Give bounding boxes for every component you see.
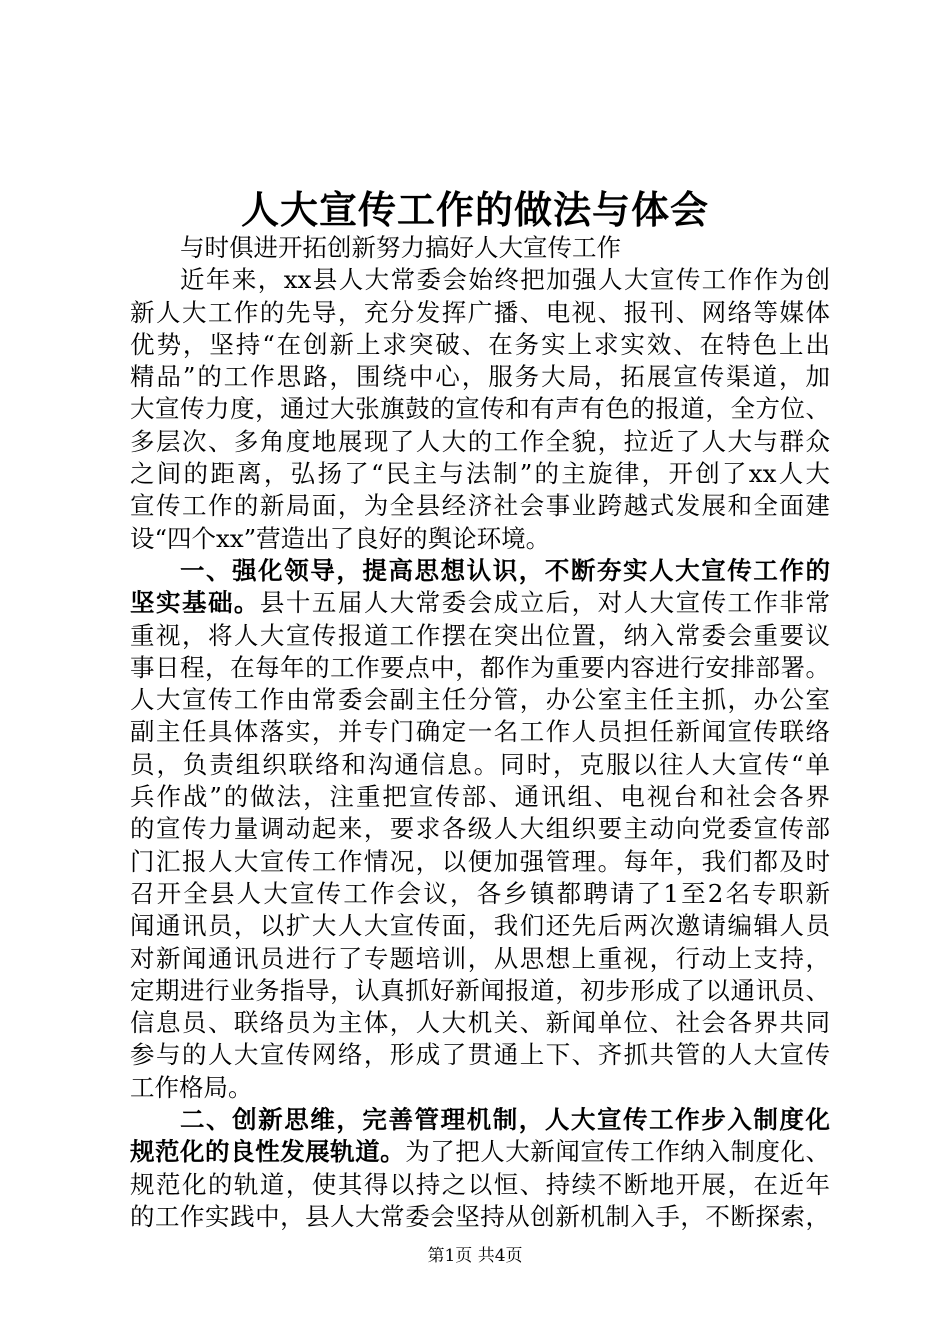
body-text-run: 精品”的工作思路，围绕中心，服务大局，拓展宣传渠道，加 xyxy=(130,362,830,392)
text-line xyxy=(130,1136,830,1168)
text-line xyxy=(130,910,830,942)
text-line xyxy=(130,716,830,748)
bold-heading-text: 坚实基础。 xyxy=(130,588,260,618)
body-text-run: 多层次、多角度地展现了人大的工作全貌，拉近了人大与群众 xyxy=(130,426,830,456)
body-text-run: 员，负责组织联络和沟通信息。同时，克服以往人大宣传“单 xyxy=(130,749,830,779)
body-text-run: 工作格局。 xyxy=(130,1072,253,1102)
text-line xyxy=(130,361,830,393)
bold-heading-text: 二、创新思维，完善管理机制，人大宣传工作步入制度化 xyxy=(180,1105,830,1135)
text-line xyxy=(130,555,830,587)
body-text-run: 的工作实践中，县人大常委会坚持从创新机制入手，不断探索， xyxy=(130,1201,830,1231)
text-line xyxy=(130,458,830,490)
text-line xyxy=(130,749,830,781)
text-line xyxy=(130,1201,830,1233)
text-line xyxy=(130,232,830,264)
body-text-run: 为了把人大新闻宣传工作纳入制度化、 xyxy=(405,1137,830,1167)
page-footer xyxy=(0,1245,950,1267)
text-line xyxy=(130,393,830,425)
body-text-run: 优势，坚持“在创新上求突破、在务实上求实效、在特色上出 xyxy=(130,329,830,359)
body-text-run: 闻通讯员，以扩大人大宣传面，我们还先后两次邀请编辑人员 xyxy=(130,911,830,941)
body-text-run: 人大宣传工作由常委会副主任分管，办公室主任主抓，办公室 xyxy=(130,685,830,715)
body-text-run: 事日程，在每年的工作要点中，都作为重要内容进行安排部署。 xyxy=(130,652,830,682)
text-line xyxy=(130,781,830,813)
text-line xyxy=(130,1039,830,1071)
body-text-run: 的宣传力量调动起来，要求各级人大组织要主动向党委宣传部 xyxy=(130,814,830,844)
text-line xyxy=(130,587,830,619)
body-text-run: 宣传工作的新局面，为全县经济社会事业跨越式发展和全面建 xyxy=(130,491,830,521)
body-text-run: 副主任具体落实，并专门确定一名工作人员担任新闻宣传联络 xyxy=(130,717,830,747)
bold-heading-text: 规范化的良性发展轨道。 xyxy=(130,1137,406,1167)
body-text-run: 与时俱进开拓创新努力搞好人大宣传工作 xyxy=(180,233,621,262)
text-line xyxy=(130,943,830,975)
text-line xyxy=(130,846,830,878)
body-text-run: 参与的人大宣传网络，形成了贯通上下、齐抓共管的人大宣传 xyxy=(130,1040,830,1070)
page-number: 第1页 共4页 xyxy=(427,1246,523,1266)
text-line xyxy=(130,1072,830,1104)
body-text-run: 兵作战”的做法，注重把宣传部、通讯组、电视台和社会各界 xyxy=(130,782,830,812)
text-line xyxy=(130,490,830,522)
text-line xyxy=(130,652,830,684)
text-line xyxy=(130,264,830,296)
body-text-run: 近年来，xx县人大常委会始终把加强人大宣传工作作为创 xyxy=(180,265,830,295)
text-line xyxy=(130,523,830,555)
text-line xyxy=(130,297,830,329)
text-line xyxy=(130,426,830,458)
body-text-run: 大宣传力度，通过大张旗鼓的宣传和有声有色的报道，全方位、 xyxy=(130,394,830,424)
text-line xyxy=(130,975,830,1007)
body-text-run: 县十五届人大常委会成立后，对人大宣传工作非常 xyxy=(259,588,830,618)
text-line xyxy=(130,878,830,910)
body-text-run: 门汇报人大宣传工作情况，以便加强管理。每年，我们都及时 xyxy=(130,846,830,876)
body-text-run: 规范化的轨道，使其得以持之以恒、持续不断地开展，在近年 xyxy=(130,1169,830,1199)
text-line xyxy=(130,684,830,716)
body-text-run: 重视，将人大宣传报道工作摆在突出位置，纳入常委会重要议 xyxy=(130,620,830,650)
body-text-run: 信息员、联络员为主体，人大机关、新闻单位、社会各界共同 xyxy=(130,1008,830,1038)
text-line xyxy=(130,1169,830,1201)
text-line xyxy=(130,620,830,652)
bold-heading-text: 一、强化领导，提高思想认识，不断夯实人大宣传工作的 xyxy=(180,555,830,585)
body-text-run: 定期进行业务指导，认真抓好新闻报道，初步形成了以通讯员、 xyxy=(130,975,830,1005)
text-line xyxy=(130,329,830,361)
text-line xyxy=(130,1007,830,1039)
text-line xyxy=(130,1104,830,1136)
text-line xyxy=(130,813,830,845)
body-text-run: 召开全县人大宣传工作会议，各乡镇都聘请了1至2名专职新 xyxy=(130,878,830,908)
document-title: 人大宣传工作的做法与体会 xyxy=(240,187,709,232)
body-text-run: 设“四个xx”营造出了良好的舆论环境。 xyxy=(130,523,551,553)
body-text-run: 之间的距离，弘扬了“民主与法制”的主旋律，开创了xx人大 xyxy=(130,459,830,489)
document-body xyxy=(130,232,830,1233)
body-text-run: 对新闻通讯员进行了专题培训，从思想上重视，行动上支持， xyxy=(130,943,830,973)
body-text-run: 新人大工作的先导，充分发挥广播、电视、报刊、网络等媒体 xyxy=(130,297,830,327)
